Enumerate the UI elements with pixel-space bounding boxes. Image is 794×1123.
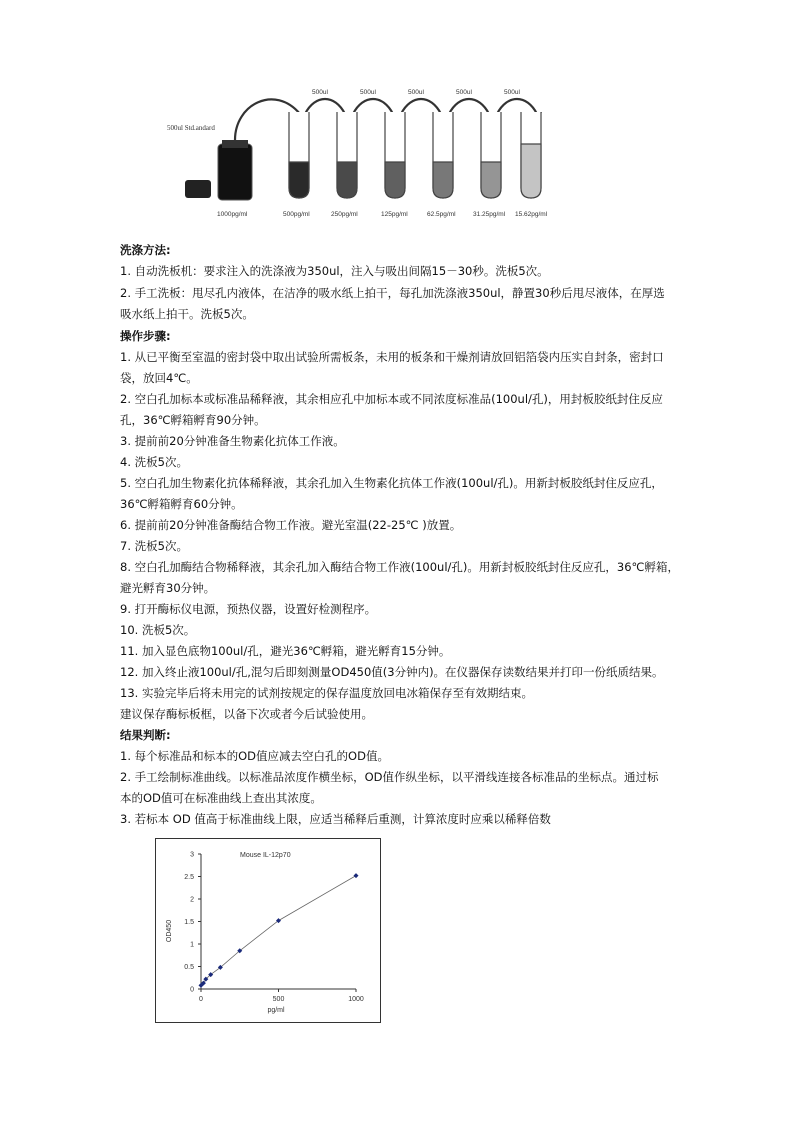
concentration-label-7: 15.62pg/ml [515,211,548,218]
step-1-cont: 袋，放回4℃。 [120,371,198,385]
x-tick-label: 1000 [348,996,364,1003]
result-3: 3. 若标本 OD 值高于标准曲线上限，应适当稀释后重测，计算浓度时应乘以稀释倍数 [120,812,551,826]
result-1: 1. 每个标准品和标本的OD值应减去空白孔的OD值。 [120,749,389,763]
volume-label-5: 500ul [504,89,520,96]
bottle-cap-icon [185,180,211,198]
step-1: 1. 从已平衡至室温的密封袋中取出试验所需板条，未用的板条和干燥剂请放回铝箔袋内压实自封条，密封口 [120,350,664,364]
concentration-label-4: 125pg/ml [381,211,408,218]
result-2: 2. 手工绘制标准曲线。以标准品浓度作横坐标，OD值作纵坐标，以平滑线连接各标准品的坐标点。通过标 [120,770,659,784]
y-tick-label: 0.5 [184,964,194,971]
wash-step-2: 2. 手工洗板：甩尽孔内液体，在洁净的吸水纸上拍干，每孔加洗涤液350ul，静置30秒后甩尽液体，在厚选 [120,286,665,300]
volume-label-2: 500ul [360,89,376,96]
wash-heading: 洗涤方法: [120,243,171,257]
wash-step-2-cont: 吸水纸上拍干。洗板5次。 [120,307,254,321]
step-5-cont: 36℃孵箱孵育60分钟。 [120,497,243,511]
standard-bottle-icon [218,144,252,200]
serial-dilution-figure [165,84,565,224]
x-axis-label: pg/ml [267,1007,285,1014]
y-tick-label: 1 [190,941,194,949]
y-tick-label: 2 [190,896,194,904]
step-6: 6. 提前前20分钟准备酶结合物工作液。避光室温(22-25℃ )放置。 [120,518,462,532]
concentration-label-3: 250pg/ml [331,211,358,218]
x-tick-label: 0 [199,996,203,1003]
step-5: 5. 空白孔加生物素化抗体稀释液，其余孔加入生物素化抗体工作液(100ul/孔)。用新封板胶纸封住反应孔， [120,476,663,490]
step-9: 9. 打开酶标仪电源，预热仪器，设置好检测程序。 [120,602,377,616]
standard-curve-svg [156,839,380,1022]
step-8: 8. 空白孔加酶结合物稀释液，其余孔加入酶结合物工作液(100ul/孔)。用新封板胶纸封住反应孔，36℃孵箱， [120,560,679,574]
step-4: 4. 洗板5次。 [120,455,188,469]
y-tick-label: 0 [190,986,194,994]
concentration-label-1: 1000pg/ml [217,211,248,218]
standard-volume-label: 500ul Std.andard [167,124,215,132]
step-2: 2. 空白孔加标本或标准品稀释液，其余相应孔中加标本或不同浓度标准品(100ul/孔)，用封板胶纸封住反应 [120,392,663,406]
concentration-label-5: 62.5pg/ml [427,211,456,218]
y-axis-label: OD450 [166,919,173,943]
step-8-cont: 避光孵育30分钟。 [120,581,216,595]
step-12: 12. 加入终止液100ul/孔,混匀后即刻测量OD450值(3分钟内)。在仪器保存读数结果并打印一份纸质结果。 [120,665,664,679]
y-tick-label: 3 [190,851,194,859]
y-tick-label: 1.5 [184,919,194,926]
data-point [354,873,359,878]
y-tick-label: 2.5 [184,874,194,881]
concentration-label-6: 31.25pg/ml [473,211,506,218]
step-13: 13. 实验完毕后将未用完的试剂按规定的保存温度放回电冰箱保存至有效期结束。 [120,686,533,700]
steps-heading: 操作步骤: [120,329,171,343]
step-2-cont: 孔，36℃孵箱孵育90分钟。 [120,413,266,427]
volume-label-1: 500ul [312,89,328,96]
concentration-label-2: 500pg/ml [283,211,310,218]
standard-curve-chart [155,838,381,1023]
chart-title: Mouse IL-12p70 [240,852,291,859]
volume-label-4: 500ul [456,89,472,96]
step-7: 7. 洗板5次。 [120,539,188,553]
step-10: 10. 洗板5次。 [120,623,196,637]
result-2-cont: 本的OD值可在标准曲线上查出其浓度。 [120,791,322,805]
step-11: 11. 加入显色底物100ul/孔，避光36℃孵箱，避光孵育15分钟。 [120,644,451,658]
step-3: 3. 提前前20分钟准备生物素化抗体工作液。 [120,434,345,448]
volume-label-3: 500ul [408,89,424,96]
x-tick-label: 500 [272,996,285,1003]
wash-step-1: 1. 自动洗板机：要求注入的洗涤液为350ul，注入与吸出间隔15－30秒。洗板5次。 [120,264,549,278]
standard-curve-line [201,876,356,986]
result-heading: 结果判断: [120,728,171,742]
plate-frame-note: 建议保存酶标板框，以备下次或者今后试验使用。 [120,707,373,721]
